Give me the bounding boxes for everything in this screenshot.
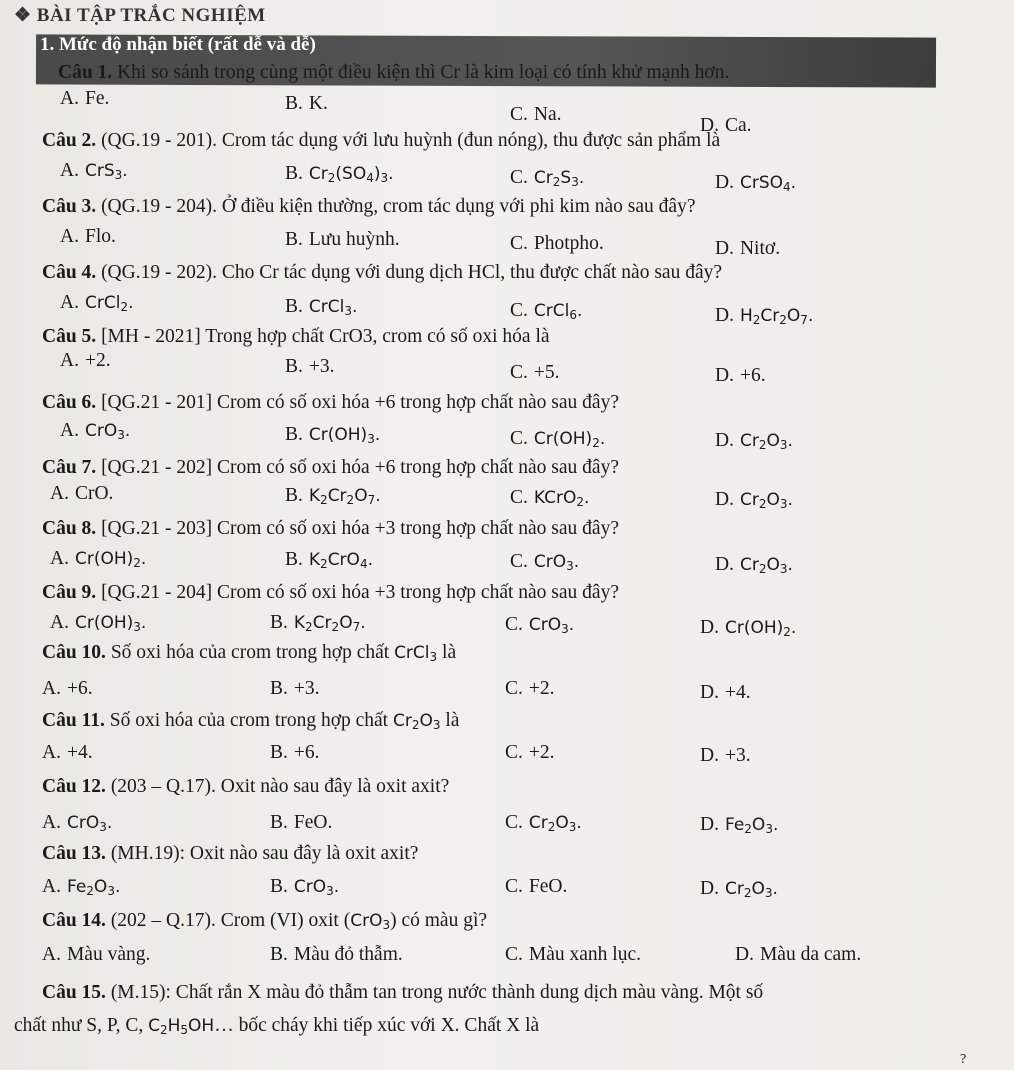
option-c: C. CrCl$_6$.: [510, 300, 583, 322]
option-a: A. Fe.: [60, 88, 110, 109]
option-c: C. $Cr_2S_3$.: [510, 167, 585, 189]
question-15: Câu 15. (M.15): Chất rắn X màu đỏ thẫm tan trong nước thành dung dịch màu vàng. Một số: [42, 982, 764, 1003]
option-c: C. KCrO$_2$.: [510, 487, 590, 509]
question-3: Câu 3. (QG.19 - 204). Ở điều kiện thường, crom tác dụng với phi kim nào sau đây?: [42, 196, 696, 217]
option-b: B. K.: [285, 93, 328, 114]
option-d: D. +3.: [700, 745, 751, 766]
question-4: Câu 4. (QG.19 - 202). Cho Cr tác dụng với dung dịch HCl, thu được chất nào sau đây?: [42, 262, 723, 283]
question-8: Câu 8. [QG.21 - 203] Crom có số oxi hóa +3 trong hợp chất nào sau đây?: [42, 518, 619, 539]
option-a: A. $Fe_2O_3$.: [42, 876, 121, 898]
option-b: B. +6.: [270, 742, 320, 763]
option-a: A. +4.: [42, 742, 93, 763]
question-14: Câu 14. (202 – Q.17). Crom (VI) oxit (CrO$_3$) có màu gì?: [42, 910, 488, 932]
option-a: A. $Cr(OH)_2$.: [50, 548, 147, 570]
option-c: C. Na.: [510, 104, 562, 125]
section-title: 1. Mức độ nhận biết (rất dễ và dễ): [40, 34, 316, 55]
option-b: B. $K_2Cr_2O_7$.: [270, 612, 366, 634]
option-d: D. $Cr_2O_3$.: [715, 554, 793, 576]
option-d: D. $Cr_2O_3$.: [715, 489, 793, 511]
option-c: C. Photpho.: [510, 233, 604, 254]
option-a: A. CrCl$_2$.: [60, 292, 134, 314]
worksheet-header: ❖ BÀI TẬP TRẮC NGHIỆM: [14, 5, 266, 26]
option-d: D. Nitơ.: [715, 238, 781, 259]
option-b: B. FeO.: [270, 812, 333, 833]
option-c: C. FeO.: [505, 876, 568, 897]
question-12: Câu 12. (203 – Q.17). Oxit nào sau đây là oxit axit?: [42, 776, 450, 797]
question-15-continued: chất như S, P, C, $C_2H_5OH\dots$ bốc cháy khi tiếp xúc với X. Chất X là: [14, 1015, 540, 1037]
question-9: Câu 9. [QG.21 - 204] Crom có số oxi hóa +3 trong hợp chất nào sau đây?: [42, 582, 619, 603]
option-d: D. Ca.: [700, 115, 752, 136]
option-c: C. $Cr_2O_3$.: [505, 812, 582, 834]
question-5: Câu 5. [MH - 2021] Trong hợp chất CrO3, crom có số oxi hóa là: [42, 326, 550, 347]
question-1: [58, 62, 729, 84]
option-c: C. +2.: [505, 678, 555, 699]
option-d: D. Màu da cam.: [735, 944, 862, 965]
option-d: D. CrSO$_4$.: [715, 172, 797, 194]
option-b: B. $K_2CrO_4$.: [285, 549, 373, 571]
option-d: D. $Cr_2O_3$.: [715, 430, 793, 452]
option-b: B. Lưu huỳnh.: [285, 229, 400, 250]
option-d: D. $Cr(OH)_2$.: [700, 617, 797, 639]
option-b: B. $Cr(OH)_3$.: [285, 424, 381, 446]
option-a: A. Flo.: [60, 226, 116, 247]
option-c: C. CrO$_3$.: [510, 551, 580, 573]
option-b: B. Màu đỏ thẫm.: [270, 944, 403, 965]
option-a: A. CrO$_3$.: [42, 812, 113, 834]
option-a: A. CrO$_3$.: [60, 420, 131, 442]
option-d: D. $H_2Cr_2O_7$.: [715, 305, 814, 327]
option-d: D. +6.: [715, 365, 766, 386]
option-a: A. CrS$_3$.: [60, 160, 128, 182]
option-a: A. +2.: [60, 350, 111, 371]
question-6: Câu 6. [QG.21 - 201] Crom có số oxi hóa +6 trong hợp chất nào sau đây?: [42, 392, 619, 413]
question-13: Câu 13. (MH.19): Oxit nào sau đây là oxit axit?: [42, 843, 419, 864]
option-c: C. +5.: [510, 362, 560, 383]
option-b: B. $Cr_2(SO_4)_3$.: [285, 163, 394, 185]
question-label: Câu 1.: [58, 62, 113, 83]
option-b: B. +3.: [285, 356, 335, 377]
option-c: C. $Cr(OH)_2$.: [510, 428, 606, 450]
option-b: B. $K_2Cr_2O_7$.: [285, 485, 381, 507]
option-d: D. $Cr_2O_3$.: [700, 878, 778, 900]
option-d: D. $Fe_2O_3$.: [700, 814, 779, 836]
option-c: C. CrO$_3$.: [505, 614, 575, 636]
option-a: A. Màu vàng.: [42, 944, 151, 965]
option-b: B. CrCl$_3$.: [285, 296, 358, 318]
question-10: Câu 10. Số oxi hóa của crom trong hợp chất CrCl$_3$ là: [42, 642, 457, 664]
question-7: Câu 7. [QG.21 - 202] Crom có số oxi hóa +6 trong hợp chất nào sau đây?: [42, 457, 619, 478]
question-2: Câu 2. (QG.19 - 201). Crom tác dụng với lưu huỳnh (đun nóng), thu được sản phẩm là: [42, 130, 721, 151]
question-11: Câu 11. Số oxi hóa của crom trong hợp chất $Cr_2O_3$ là: [42, 710, 460, 732]
question-text: Khi so sánh trong cùng một điều kiện thì Cr là kim loại có tính khử mạnh hơn.: [117, 62, 730, 83]
option-b: B. +3.: [270, 678, 320, 699]
option-a: A. $Cr(OH)_3$.: [50, 612, 147, 634]
option-a: A. +6.: [42, 678, 93, 699]
option-c: C. Màu xanh lục.: [505, 944, 641, 965]
option-a: A. CrO.: [50, 483, 114, 504]
page-mark: ?: [960, 1052, 967, 1067]
option-b: B. CrO$_3$.: [270, 876, 340, 898]
option-c: C. +2.: [505, 742, 555, 763]
option-d: D. +4.: [700, 682, 751, 703]
